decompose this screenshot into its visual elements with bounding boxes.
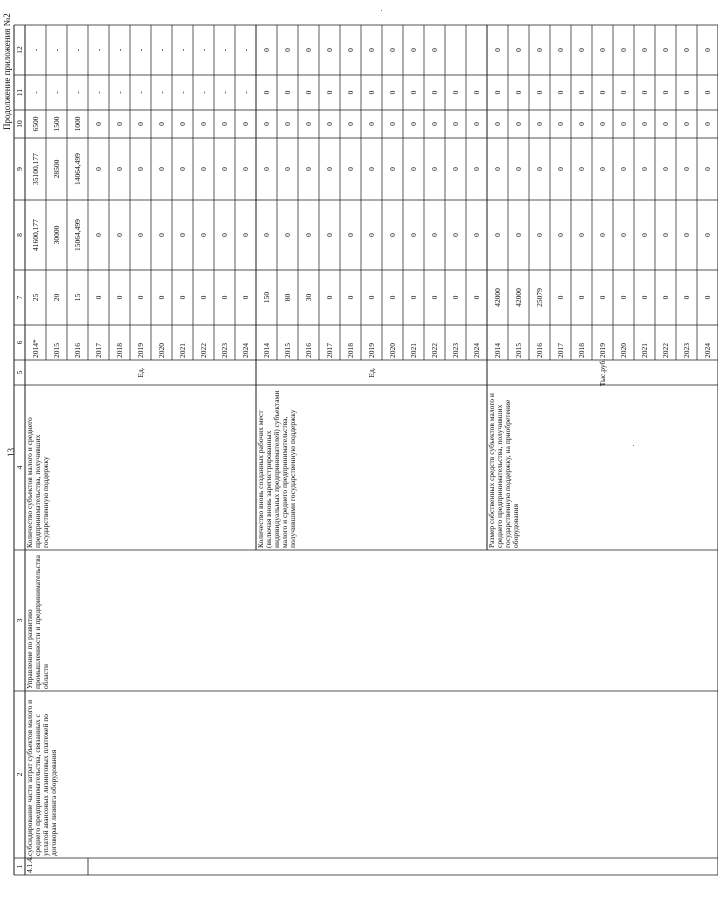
value-cell: 0 [93, 122, 103, 126]
year-cell: 2014 [261, 343, 271, 358]
value-cell: 0 [429, 295, 439, 300]
value-cell: 0 [198, 167, 208, 171]
column-number-header: 5 [14, 370, 24, 375]
value-cell: 0 [114, 122, 124, 126]
value-cell: - [114, 91, 124, 94]
value-cell: 0 [618, 295, 628, 300]
value-cell: 0 [513, 90, 523, 95]
value-cell: 0 [597, 295, 607, 300]
value-cell: 0 [639, 233, 649, 237]
value-cell: - [30, 48, 40, 52]
value-cell: 0 [135, 295, 145, 300]
value-cell: - [177, 91, 187, 94]
value-cell: 0 [282, 48, 292, 52]
value-cell: 0 [450, 233, 460, 237]
page-number: 13 [6, 448, 16, 457]
year-cell: 2017 [324, 343, 334, 358]
year-cell: 2015 [51, 343, 61, 358]
value-cell: 0 [156, 233, 166, 237]
value-cell: 0 [513, 233, 523, 237]
year-cell: 2019 [366, 343, 376, 358]
value-cell: 0 [534, 90, 544, 95]
value-cell: 0 [303, 167, 313, 171]
value-cell: 1000 [72, 116, 82, 132]
value-cell: 0 [513, 48, 523, 52]
value-cell: 0 [534, 48, 544, 52]
year-cell: 2018 [114, 343, 124, 358]
value-cell: 0 [492, 48, 502, 52]
year-cell: 2019 [135, 343, 145, 358]
value-cell: 0 [534, 122, 544, 126]
value-cell: 0 [450, 122, 460, 126]
value-cell: 0 [303, 122, 313, 126]
value-cell: - [72, 48, 82, 52]
year-cell: 2016 [72, 343, 82, 358]
value-cell: 0 [408, 295, 418, 300]
value-cell: 0 [429, 122, 439, 126]
value-cell: 1500 [51, 116, 61, 132]
column-number-header: 4 [14, 465, 24, 470]
value-cell: 0 [324, 233, 334, 237]
measure-name: субсидирование части затрат субъектов малого и среднего предпринимательства, связанных с уплатой авансовых лизинговых платежей по договорам лизинга оборудования [25, 699, 58, 856]
value-cell: 0 [618, 233, 628, 237]
value-cell: 0 [576, 233, 586, 237]
value-cell: - [177, 48, 187, 52]
value-cell: 0 [555, 295, 565, 300]
value-cell: 0 [576, 167, 586, 171]
value-cell: 0 [240, 167, 250, 171]
value-cell: 0 [408, 48, 418, 52]
value-cell: - [135, 48, 145, 52]
value-cell: 0 [282, 167, 292, 171]
value-cell: 0 [198, 233, 208, 237]
year-cell: 2024 [240, 343, 250, 358]
indicator-name: Количество субъектов малого и среднего предпринимательства, получивших государственную поддержку [25, 417, 50, 548]
value-cell: 0 [324, 295, 334, 300]
value-cell: 0 [324, 90, 334, 95]
value-cell: - [93, 91, 103, 94]
value-cell: 0 [429, 90, 439, 95]
value-cell: 30 [303, 293, 313, 302]
value-cell: 0 [219, 167, 229, 171]
value-cell: 0 [639, 122, 649, 126]
value-cell: 0 [219, 295, 229, 300]
value-cell: 0 [135, 122, 145, 126]
value-cell: 0 [156, 122, 166, 126]
value-cell: 20 [51, 293, 61, 302]
value-cell: 6500 [30, 116, 40, 132]
value-cell: 0 [198, 295, 208, 300]
value-cell: 0 [576, 90, 586, 95]
value-cell: 0 [639, 167, 649, 171]
indicator-unit: Ед. [366, 367, 376, 378]
value-cell: 0 [366, 233, 376, 237]
value-cell: 0 [135, 167, 145, 171]
value-cell: - [219, 48, 229, 52]
value-cell: 0 [324, 167, 334, 171]
year-cell: 2021 [639, 343, 649, 358]
value-cell: 0 [681, 167, 691, 171]
value-cell: 0 [681, 122, 691, 126]
value-cell: 0 [450, 295, 460, 300]
value-cell: 0 [513, 122, 523, 126]
value-cell: 0 [597, 233, 607, 237]
value-cell: 0 [618, 48, 628, 52]
value-cell: 0 [471, 122, 481, 126]
value-cell: - [135, 91, 145, 94]
value-cell: 0 [345, 233, 355, 237]
value-cell: 0 [660, 90, 670, 95]
value-cell: 0 [198, 122, 208, 126]
column-number-header: 12 [14, 46, 24, 54]
year-cell: 2016 [534, 343, 544, 358]
value-cell: 0 [366, 167, 376, 171]
year-cell: 2018 [576, 343, 586, 358]
value-cell: 0 [429, 48, 439, 52]
year-cell: 2021 [408, 343, 418, 358]
year-cell: 2020 [618, 343, 628, 358]
value-cell: 0 [387, 48, 397, 52]
value-cell: 0 [639, 295, 649, 300]
value-cell: 25079 [534, 288, 544, 307]
year-cell: 2023 [681, 343, 691, 358]
value-cell: 0 [93, 167, 103, 171]
value-cell: 0 [156, 167, 166, 171]
value-cell: 0 [660, 122, 670, 126]
value-cell: 0 [471, 233, 481, 237]
value-cell: - [51, 91, 61, 94]
value-cell: 0 [240, 295, 250, 300]
scan-speck [381, 10, 382, 11]
value-cell: 0 [450, 167, 460, 171]
value-cell: 0 [135, 233, 145, 237]
value-cell: 0 [429, 167, 439, 171]
year-cell: 2014* [30, 339, 40, 358]
value-cell: 0 [408, 233, 418, 237]
value-cell: 0 [387, 122, 397, 126]
scan-speck [633, 445, 634, 446]
value-cell: 0 [639, 48, 649, 52]
value-cell: 0 [366, 122, 376, 126]
value-cell: - [240, 91, 250, 94]
value-cell: 0 [177, 233, 187, 237]
value-cell: - [30, 91, 40, 94]
value-cell: 0 [555, 233, 565, 237]
value-cell: 0 [681, 233, 691, 237]
column-number-header: 11 [14, 88, 24, 97]
column-number-header: 10 [14, 120, 24, 128]
value-cell: 0 [261, 48, 271, 52]
value-cell: 0 [114, 295, 124, 300]
value-cell: 0 [555, 48, 565, 52]
value-cell: 0 [177, 167, 187, 171]
value-cell: 0 [261, 122, 271, 126]
value-cell: 0 [408, 167, 418, 171]
value-cell: 0 [177, 295, 187, 300]
year-cell: 2023 [219, 343, 229, 358]
value-cell: 41600,177 [30, 219, 40, 251]
value-cell: 42000 [492, 288, 502, 307]
year-cell: 2015 [282, 343, 292, 358]
value-cell: 0 [156, 295, 166, 300]
column-number-header: 8 [14, 233, 24, 237]
column-number-header: 9 [14, 167, 24, 171]
column-number-header: 6 [14, 340, 24, 345]
value-cell: 0 [408, 90, 418, 95]
value-cell: 0 [303, 233, 313, 237]
indicator-name: Размер собственных средств субъектов малого и среднего предпринимательства, получивших государственную поддержку, на приобретение оборудования [487, 393, 520, 548]
value-cell: 0 [660, 233, 670, 237]
year-cell: 2023 [450, 343, 460, 358]
year-cell: 2022 [198, 343, 208, 358]
value-cell: 0 [387, 233, 397, 237]
value-cell: 0 [492, 167, 502, 171]
year-cell: 2014 [492, 343, 502, 358]
column-number-header: 7 [14, 295, 24, 300]
value-cell: 0 [303, 48, 313, 52]
value-cell: 0 [597, 167, 607, 171]
value-cell: 0 [660, 167, 670, 171]
value-cell: 0 [702, 90, 712, 95]
value-cell: 0 [702, 233, 712, 237]
value-cell: 0 [93, 233, 103, 237]
year-cell: 2022 [660, 343, 670, 358]
year-cell: 2024 [702, 343, 712, 358]
value-cell: 0 [534, 167, 544, 171]
value-cell: 80 [282, 293, 292, 302]
value-cell: - [156, 91, 166, 94]
value-cell: 0 [282, 90, 292, 95]
value-cell: 0 [114, 233, 124, 237]
executor: Управление по развитию промышленности и предпринимательства области [25, 555, 50, 689]
column-number-header: 2 [14, 772, 24, 777]
value-cell: - [114, 48, 124, 52]
year-cell: 2018 [345, 343, 355, 358]
value-cell: 0 [366, 295, 376, 300]
value-cell: 0 [261, 233, 271, 237]
year-cell: 2016 [303, 343, 313, 358]
value-cell: - [93, 48, 103, 52]
column-number-header: 1 [14, 864, 24, 869]
value-cell: 0 [597, 122, 607, 126]
value-cell: 0 [597, 90, 607, 95]
value-cell: 0 [702, 122, 712, 126]
value-cell: - [156, 48, 166, 52]
value-cell: - [219, 91, 229, 94]
value-cell: 0 [261, 167, 271, 171]
value-cell: 0 [576, 48, 586, 52]
value-cell: 0 [387, 295, 397, 300]
value-cell: 0 [93, 295, 103, 300]
value-cell: 25 [30, 293, 40, 302]
value-cell: 0 [345, 90, 355, 95]
value-cell: 0 [219, 233, 229, 237]
value-cell: 0 [408, 122, 418, 126]
value-cell: 28500 [51, 159, 61, 179]
continuation-label: Продолжение приложения №2 [2, 13, 12, 130]
value-cell: 0 [576, 122, 586, 126]
value-cell: 0 [471, 167, 481, 171]
value-cell: 0 [534, 233, 544, 237]
value-cell: 0 [261, 90, 271, 95]
value-cell: 0 [450, 90, 460, 95]
value-cell: - [51, 48, 61, 52]
value-cell: 0 [240, 122, 250, 126]
value-cell: 0 [177, 122, 187, 126]
value-cell: 0 [618, 90, 628, 95]
value-cell: 42000 [513, 288, 523, 307]
value-cell: 0 [555, 90, 565, 95]
value-cell: 0 [345, 122, 355, 126]
value-cell: 35100,177 [30, 153, 40, 185]
year-cell: 2020 [156, 343, 166, 358]
value-cell: 150 [261, 291, 271, 304]
value-cell: 0 [555, 122, 565, 126]
item-number: 4.1.4. [25, 856, 34, 873]
value-cell: 0 [618, 122, 628, 126]
value-cell: 0 [492, 90, 502, 95]
value-cell: 0 [576, 295, 586, 300]
value-cell: 0 [387, 167, 397, 171]
value-cell: 0 [345, 167, 355, 171]
indicator-name: Количество вновь созданных рабочих мест (включая вновь зарегистрированных индивидуальных предпринимателей) субъектами малого и среднего предпринимательства, получившими государственную поддержку [256, 390, 297, 548]
year-cell: 2020 [387, 343, 397, 358]
value-cell: 0 [702, 48, 712, 52]
value-cell: 0 [366, 48, 376, 52]
value-cell: 0 [681, 90, 691, 95]
value-cell: - [72, 91, 82, 94]
value-cell: 0 [513, 167, 523, 171]
value-cell: 0 [471, 295, 481, 300]
year-cell: 2022 [429, 343, 439, 358]
year-cell: 2017 [555, 343, 565, 358]
year-cell: 2015 [513, 343, 523, 358]
value-cell: 30000 [51, 225, 61, 245]
value-cell: 0 [492, 122, 502, 126]
value-cell: 0 [240, 233, 250, 237]
value-cell: 0 [303, 90, 313, 95]
value-cell: 0 [471, 90, 481, 95]
value-cell: 0 [324, 122, 334, 126]
value-cell: - [198, 48, 208, 52]
value-cell: 0 [639, 90, 649, 95]
year-cell: 2024 [471, 343, 481, 358]
value-cell: 0 [345, 295, 355, 300]
value-cell: 0 [366, 90, 376, 95]
year-cell: 2021 [177, 343, 187, 358]
value-cell: 0 [681, 295, 691, 300]
value-cell: 0 [219, 122, 229, 126]
value-cell: - [240, 48, 250, 52]
value-cell: 0 [282, 122, 292, 126]
value-cell: 0 [282, 233, 292, 237]
value-cell: 0 [345, 48, 355, 52]
indicator-unit: Тыс.руб. [597, 358, 607, 387]
column-number-header: 3 [14, 618, 24, 623]
value-cell: 0 [555, 167, 565, 171]
value-cell: 0 [492, 233, 502, 237]
value-cell: 0 [660, 295, 670, 300]
year-cell: 2017 [93, 343, 103, 358]
value-cell: 0 [702, 295, 712, 300]
value-cell: 0 [324, 48, 334, 52]
value-cell: 0 [387, 90, 397, 95]
value-cell: 15 [72, 293, 82, 302]
value-cell: 15064,499 [72, 219, 82, 251]
value-cell: 0 [702, 167, 712, 171]
indicator-unit: Ед. [135, 367, 145, 378]
value-cell: 14064,499 [72, 153, 82, 185]
year-cell: 2019 [597, 343, 607, 358]
value-cell: 0 [681, 48, 691, 52]
value-cell: 0 [618, 167, 628, 171]
value-cell: 0 [114, 167, 124, 171]
value-cell: - [198, 91, 208, 94]
value-cell: 0 [660, 48, 670, 52]
value-cell: 0 [429, 233, 439, 237]
value-cell: 0 [597, 48, 607, 52]
